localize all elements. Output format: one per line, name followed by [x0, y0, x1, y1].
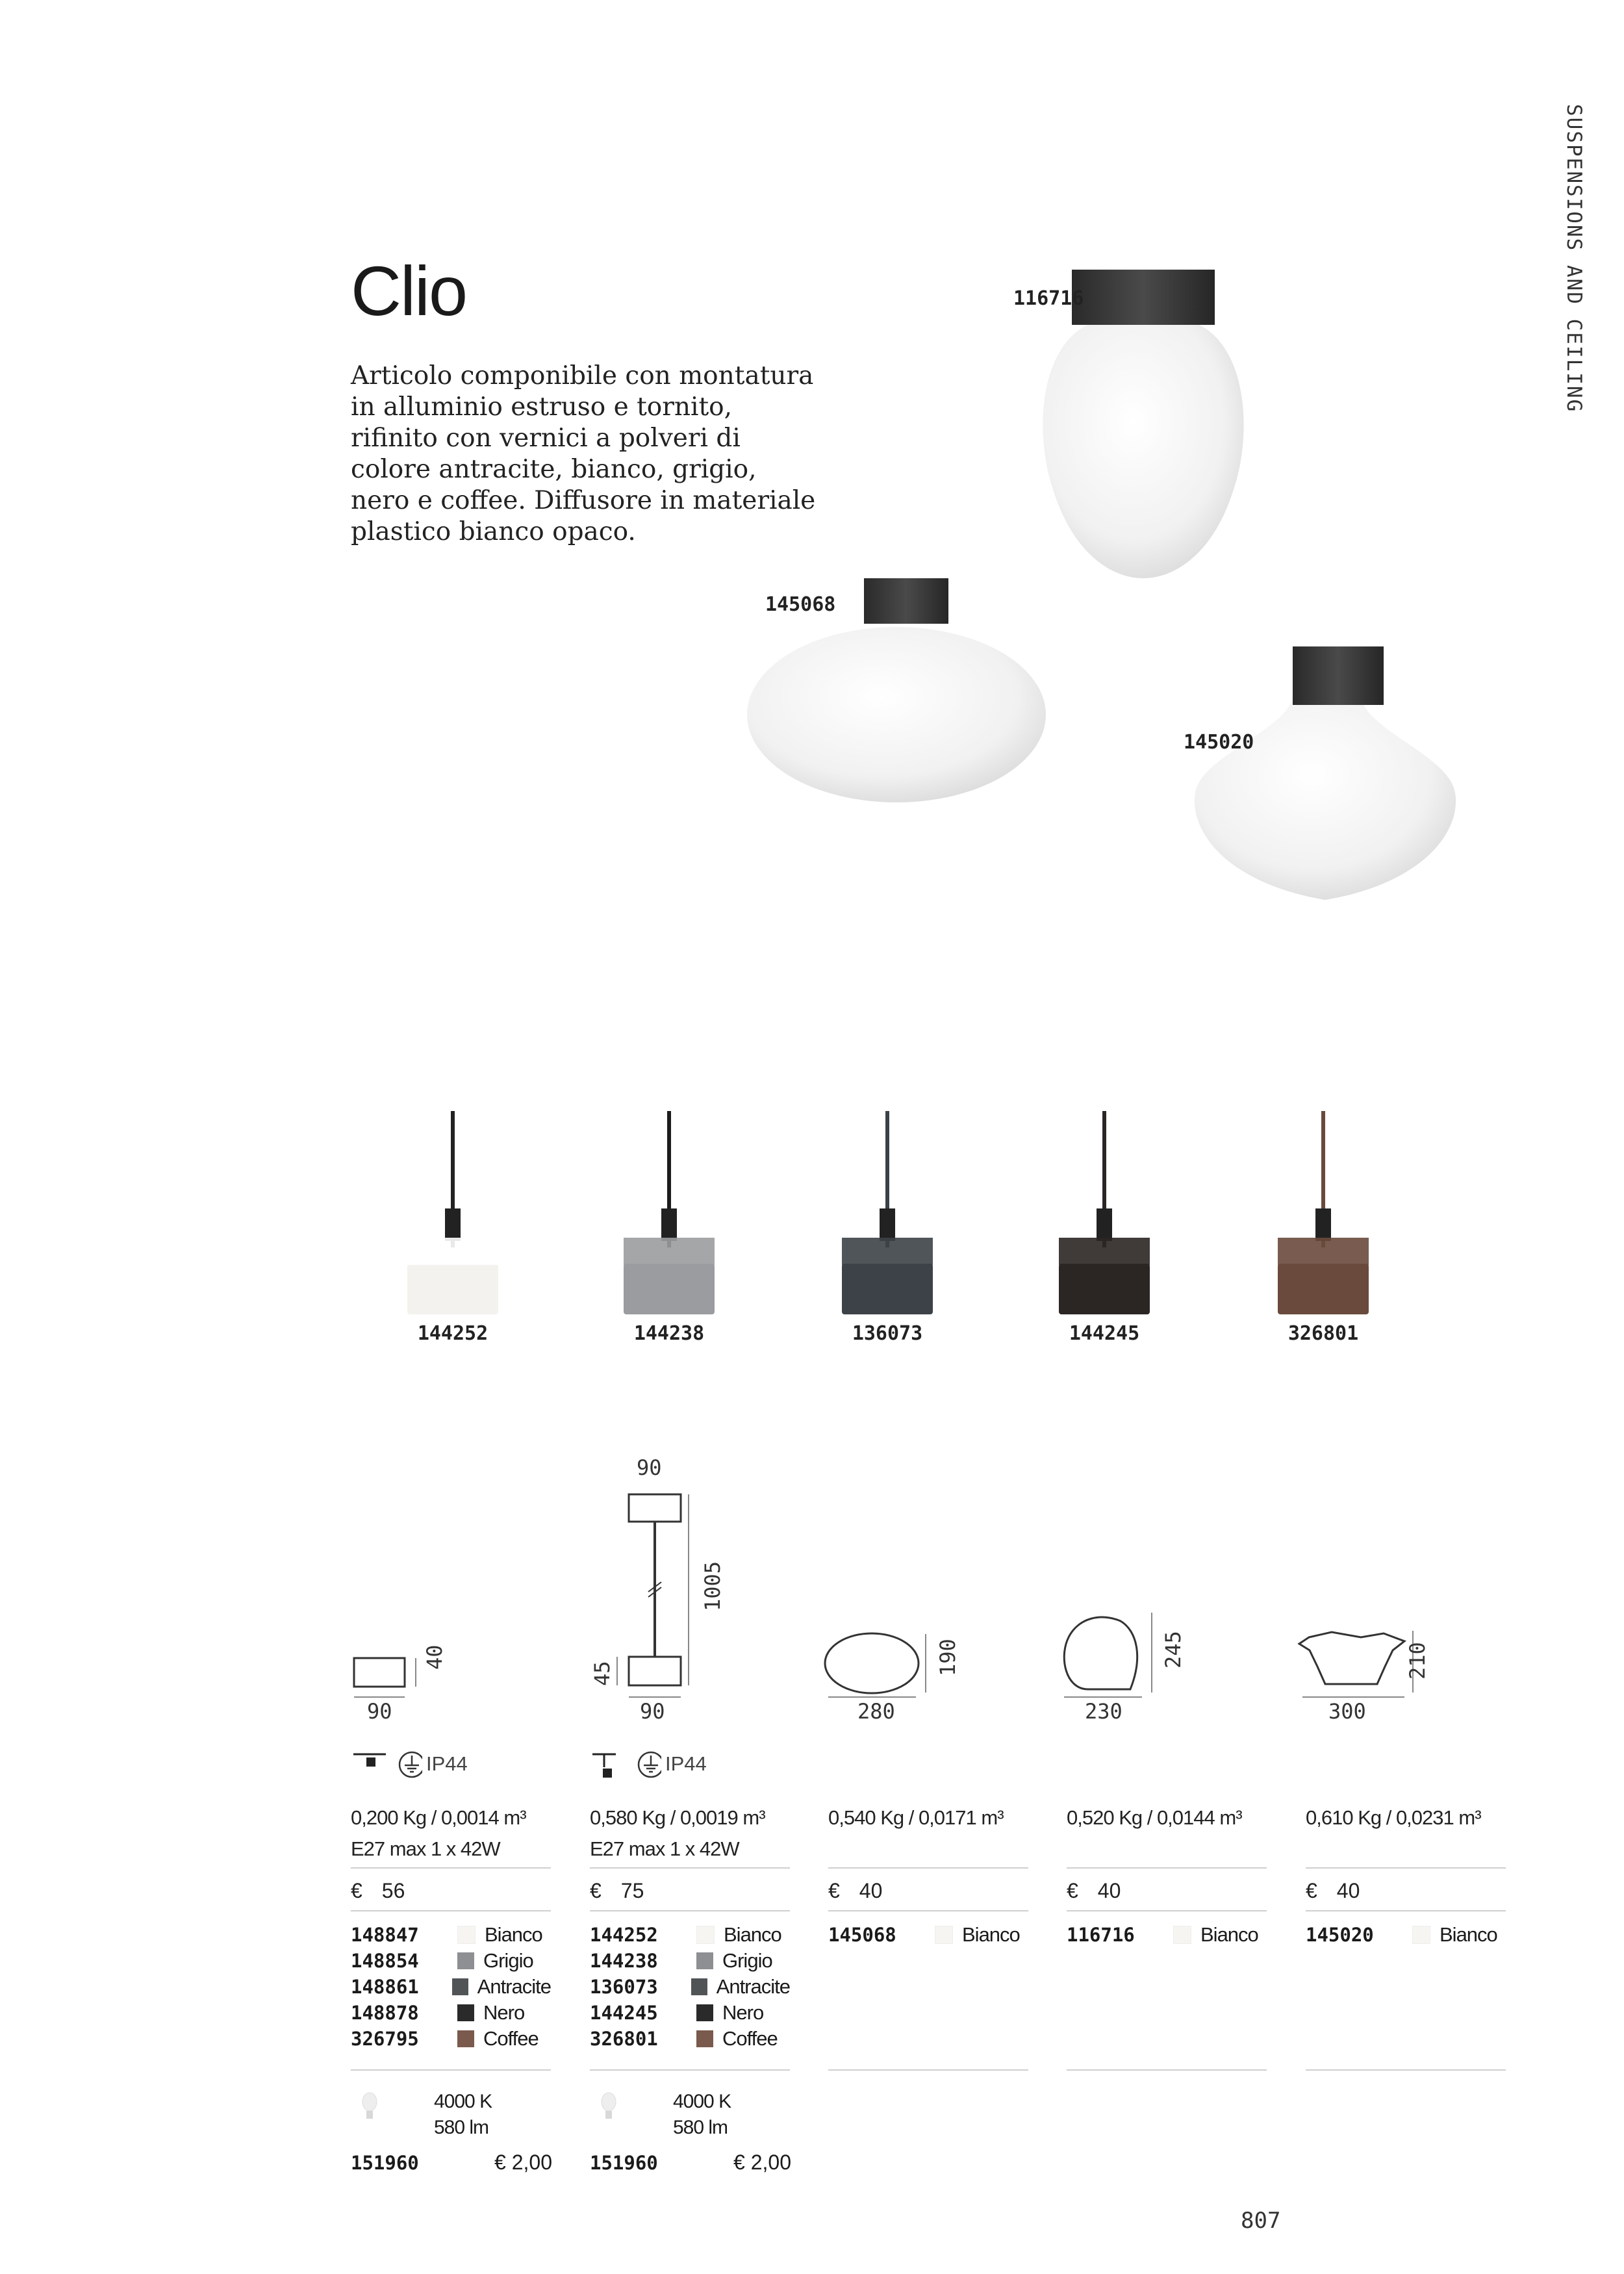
variant-code: 148878: [351, 2002, 419, 2024]
d1-height: 40: [422, 1644, 447, 1670]
variant-name: Bianco: [1440, 1923, 1497, 1946]
divider: [1067, 2069, 1267, 2071]
variant-list: [351, 1922, 551, 2052]
variant-name: Nero: [722, 2001, 764, 2024]
price-value: 75: [620, 1879, 644, 1902]
d2-height: 45: [590, 1661, 615, 1686]
variant-row: [590, 1974, 790, 2000]
variant-list: [590, 1922, 790, 2052]
variant-name: Bianco: [485, 1923, 542, 1946]
color-swatch: [457, 1952, 474, 1969]
variant-code: 145020: [1306, 1924, 1374, 1946]
color-swatch: [452, 1978, 468, 1995]
lamp-accessory: [590, 2082, 791, 2186]
color-swatch: [696, 1952, 713, 1969]
pendant-variant: [1265, 1111, 1382, 1358]
pendant-lamp-image: [1046, 1111, 1163, 1325]
pendant-code: 144238: [633, 1322, 705, 1345]
price-value: 40: [1097, 1879, 1121, 1902]
d3-width: 280: [857, 1699, 895, 1724]
d2-width: 90: [640, 1699, 665, 1724]
technical-drawings: [338, 1442, 1559, 1741]
divider: [590, 1910, 790, 1911]
divider: [1067, 1867, 1267, 1869]
pendant-variants: [0, 1111, 1624, 1358]
lamp-code: 151960: [590, 2152, 658, 2174]
variant-row: [351, 1974, 551, 2000]
d2-length: 1005: [700, 1561, 725, 1611]
d4-height: 245: [1161, 1631, 1186, 1668]
color-swatch: [696, 2004, 713, 2021]
product-description: Articolo componibile con montatura in alluminio estruso e tornito, rifinito con vernici a polveri di colore antracite, bianco, grigio, nero e coffee. Diffusore in materiale plastico bianco opaco.: [351, 361, 816, 546]
color-swatch: [457, 2004, 474, 2021]
lamp-price: € 2,00: [733, 2151, 791, 2174]
divider: [351, 1910, 551, 1911]
hero-code-oval: 145068: [765, 593, 836, 616]
install-earth-icon: [590, 1748, 661, 1780]
color-swatch: [935, 1926, 953, 1944]
weight-volume: 0,540 Kg / 0,0171 m³: [828, 1806, 1004, 1829]
d3-height: 190: [935, 1639, 960, 1676]
price: [1306, 1879, 1360, 1903]
page-number: 807: [1241, 2208, 1281, 2234]
lamp-price: € 2,00: [494, 2151, 552, 2174]
pendant-variant: [1046, 1111, 1163, 1358]
variant-code: 145068: [828, 1924, 896, 1946]
color-swatch: [457, 2030, 474, 2047]
divider: [828, 1867, 1028, 1869]
ip-label: IP44: [665, 1752, 707, 1775]
install-earth-icon: [351, 1748, 422, 1780]
pendant-variant: [829, 1111, 946, 1358]
price-value: 40: [859, 1879, 883, 1902]
price-value: 40: [1336, 1879, 1360, 1902]
divider: [351, 1867, 551, 1869]
bulb-icon: [599, 2091, 618, 2121]
variant-row: [1306, 1922, 1506, 1948]
color-swatch: [696, 2030, 713, 2047]
color-swatch: [691, 1978, 707, 1995]
lamp-code: 151960: [351, 2152, 419, 2174]
luminous-flux: 580 lm: [434, 2117, 489, 2138]
variant-row: [590, 1922, 790, 1948]
variant-row: [351, 1922, 551, 1948]
bulb-spec: E27 max 1 x 42W: [590, 1837, 739, 1860]
divider: [1067, 1910, 1267, 1911]
variant-name: Grigio: [483, 1949, 533, 1972]
price: [1067, 1879, 1121, 1903]
section-label: SUSPENSIONS AND CEILING: [1562, 104, 1586, 413]
variant-row: [351, 2000, 551, 2026]
variant-row: [590, 2026, 790, 2052]
egg-lamp-image: [1043, 270, 1243, 578]
variant-code: 136073: [590, 1976, 658, 1998]
pendant-lamp-image: [829, 1111, 946, 1325]
variant-row: [351, 1948, 551, 1974]
divider: [828, 2069, 1028, 2071]
bulb-icon: [360, 2091, 379, 2121]
variant-name: Bianco: [724, 1923, 781, 1946]
pendant-code: 136073: [852, 1322, 923, 1345]
variant-name: Coffee: [722, 2027, 778, 2050]
d5-height: 210: [1405, 1642, 1430, 1680]
weight-volume: 0,580 Kg / 0,0019 m³: [590, 1806, 765, 1829]
luminous-flux: 580 lm: [673, 2117, 728, 2138]
ip-label: IP44: [426, 1752, 468, 1775]
variant-code: 148847: [351, 1924, 419, 1946]
pendant-variant: [611, 1111, 728, 1358]
variant-code: 148861: [351, 1976, 419, 1998]
variant-name: Bianco: [962, 1923, 1020, 1946]
pendant-lamp-image: [394, 1111, 511, 1325]
ip-rating-col1: [351, 1748, 468, 1780]
currency-symbol: €: [590, 1879, 602, 1902]
variant-code: 144238: [590, 1950, 658, 1972]
variant-list: [828, 1922, 1028, 1948]
price: [828, 1879, 882, 1903]
variant-code: 148854: [351, 1950, 419, 1972]
hero-product-images: [747, 260, 1527, 923]
d2-top-width: 90: [637, 1455, 662, 1480]
color-temperature: 4000 K: [673, 2091, 731, 2112]
pendant-code: 144245: [1069, 1322, 1140, 1345]
variant-list: [1067, 1922, 1267, 1948]
variant-name: Antracite: [716, 1975, 790, 1998]
d1-width: 90: [367, 1699, 392, 1724]
bell-lamp-image: [1195, 646, 1456, 900]
d5-width: 300: [1328, 1699, 1366, 1724]
hero-code-egg: 116716: [1013, 287, 1084, 310]
currency-symbol: €: [351, 1879, 362, 1902]
weight-volume: 0,520 Kg / 0,0144 m³: [1067, 1806, 1242, 1829]
hero-code-bell: 145020: [1184, 731, 1254, 754]
divider: [1306, 2069, 1506, 2071]
divider: [828, 1910, 1028, 1911]
currency-symbol: €: [1306, 1879, 1317, 1902]
variant-code: 144252: [590, 1924, 658, 1946]
price: [351, 1879, 405, 1903]
ip-rating-col2: [590, 1748, 707, 1780]
pendant-variant: [394, 1111, 511, 1358]
color-swatch: [1173, 1926, 1191, 1944]
color-swatch: [696, 1926, 715, 1944]
color-swatch: [1412, 1926, 1430, 1944]
currency-symbol: €: [1067, 1879, 1078, 1902]
variant-name: Coffee: [483, 2027, 539, 2050]
variant-code: 326801: [590, 2028, 658, 2050]
variant-row: [590, 1948, 790, 1974]
variant-row: [1067, 1922, 1267, 1948]
variant-name: Grigio: [722, 1949, 772, 1972]
variant-code: 326795: [351, 2028, 419, 2050]
lamp-accessory: [351, 2082, 552, 2186]
d4-width: 230: [1085, 1699, 1123, 1724]
divider: [351, 2069, 551, 2071]
divider: [1306, 1910, 1506, 1911]
weight-volume: 0,610 Kg / 0,0231 m³: [1306, 1806, 1481, 1829]
variant-row: [351, 2026, 551, 2052]
price-value: 56: [381, 1879, 405, 1902]
pendant-lamp-image: [1265, 1111, 1382, 1325]
currency-symbol: €: [828, 1879, 840, 1902]
bulb-spec: E27 max 1 x 42W: [351, 1837, 500, 1860]
variant-list: [1306, 1922, 1506, 1948]
weight-volume: 0,200 Kg / 0,0014 m³: [351, 1806, 526, 1829]
variant-row: [590, 2000, 790, 2026]
price: [590, 1879, 644, 1903]
variant-code: 116716: [1067, 1924, 1135, 1946]
pendant-code: 326801: [1288, 1322, 1359, 1345]
divider: [590, 2069, 790, 2071]
color-temperature: 4000 K: [434, 2091, 492, 2112]
variant-name: Antracite: [477, 1975, 551, 1998]
variant-row: [828, 1922, 1028, 1948]
variant-name: Nero: [483, 2001, 525, 2024]
color-swatch: [457, 1926, 476, 1944]
divider: [1306, 1867, 1506, 1869]
variant-name: Bianco: [1200, 1923, 1258, 1946]
product-title: Clio: [351, 251, 467, 330]
pendant-code: 144252: [417, 1322, 488, 1345]
pendant-lamp-image: [611, 1111, 728, 1325]
divider: [590, 1867, 790, 1869]
variant-code: 144245: [590, 2002, 658, 2024]
